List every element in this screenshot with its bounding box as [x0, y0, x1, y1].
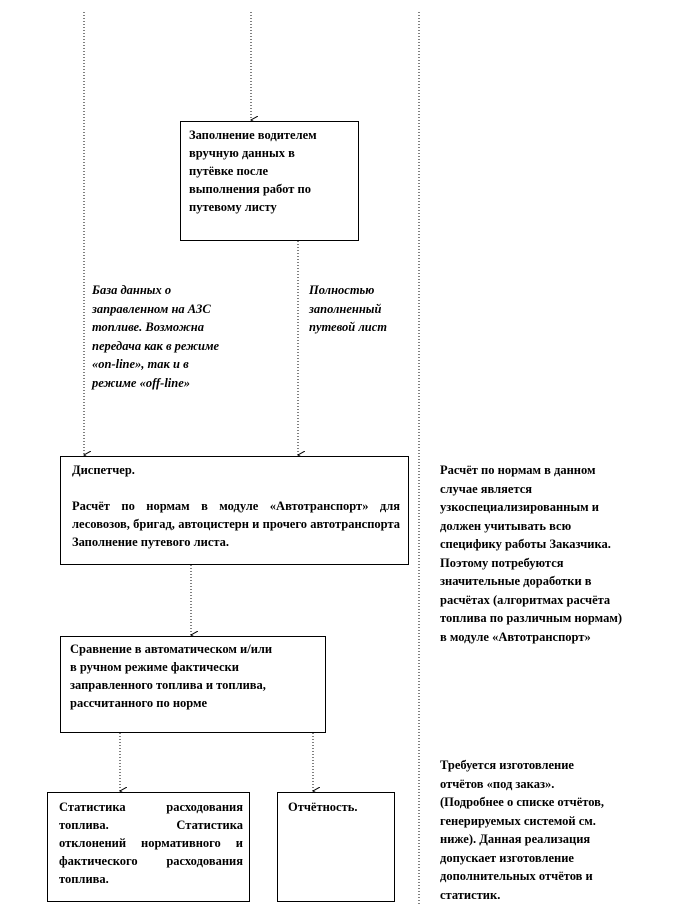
reports-note: Требуется изготовление отчётов «под заказ». (Подробнее о списке отчётов, генерируемых системой см. ниже). Данная реализация допускает изготовление дополнительных отчётов и статистик.	[440, 758, 605, 902]
norms-note: Расчёт по нормам в данном случае является узкоспециализированным и должен учитывать всю специфику работы Заказчика. Поэтому потребуются значительные доработки в расчётах (алгоритмах расчёта топлива по различным нормам) в модуле «Автотранспорт»	[440, 463, 623, 644]
waybill-label: Полностью заполненный путевой лист	[309, 283, 387, 334]
reports-text: Отчётность.	[288, 800, 358, 814]
compare-box	[60, 636, 326, 733]
database-label: База данных о заправленном на АЗС топливе. Возможна передача как в режиме «on-line», так и в режиме «off-line»	[92, 283, 220, 390]
reports-box	[277, 792, 395, 902]
statistics-text: Статистика расходования топлива. Статистика отклонений нормативного и фактического расходования топлива.	[59, 800, 243, 886]
dispatcher-box	[60, 456, 409, 565]
compare-text: Сравнение в автоматическом и/или в ручном режиме фактически заправленного топлива и топлива, рассчитанного по норме	[70, 642, 273, 710]
dispatcher-body: Расчёт по нормам в модуле «Автотранспорт» для лесовозов, бригад, автоцистерн и прочего автотранспорта Заполнение путевого листа.	[72, 499, 400, 549]
driver-entry-box	[180, 121, 359, 241]
driver-entry-text: Заполнение водителем вручную данных в путёвке после выполнения работ по путевому листу	[189, 128, 317, 214]
statistics-box	[47, 792, 250, 902]
dispatcher-title: Диспетчер.	[72, 463, 135, 477]
